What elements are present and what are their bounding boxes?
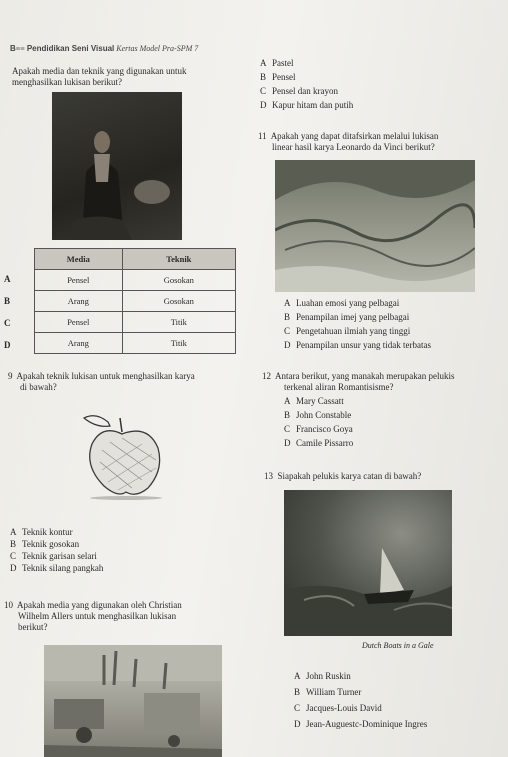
table-cell-media: Arang xyxy=(35,333,123,354)
apple-icon xyxy=(82,410,168,500)
table-row-label-c[interactable]: C xyxy=(4,318,11,328)
q10-number: 10 xyxy=(4,600,13,610)
table-cell-media: Pensel xyxy=(35,312,123,333)
page-header xyxy=(10,44,198,53)
table-row-label-b[interactable]: B xyxy=(4,296,11,306)
q11-stem-2: linear hasil karya Leonardo da Vinci berikut? xyxy=(272,142,435,152)
header-subject: Pendidikan Seni Visual xyxy=(26,44,115,53)
q8-option-b-text: Pensel xyxy=(272,72,296,82)
apple-drawing xyxy=(82,410,168,500)
q13-option-c-text: Jacques-Louis David xyxy=(306,703,382,713)
dutch-boats-painting xyxy=(284,490,452,636)
q13-option-a-text: John Ruskin xyxy=(306,671,351,681)
deluge-drawing-icon xyxy=(275,160,475,292)
q9-option-a[interactable] xyxy=(10,527,73,538)
q12-stem-1 xyxy=(262,371,454,382)
q9-stem-1-text: Apakah teknik lukisan untuk menghasilkan karya xyxy=(16,371,195,381)
table-row-label-d[interactable]: D xyxy=(4,340,11,350)
q13-option-b-text: William Turner xyxy=(306,687,362,697)
table-cell-teknik: Titik xyxy=(122,333,235,354)
table-cell-media: Arang xyxy=(35,291,123,312)
q12-stem-1-text: Antara berikut, yang manakah merupakan pelukis xyxy=(275,371,455,381)
q9-stem-2: di bawah? xyxy=(20,382,57,392)
header-subtitle: Kertas Model Pra-SPM 7 xyxy=(116,44,199,53)
q12-option-b-text: John Constable xyxy=(296,410,352,420)
q12-option-c-letter: C xyxy=(284,424,291,434)
leonardo-drawing xyxy=(275,160,475,292)
q8-option-d-text: Kapur hitam dan putih xyxy=(272,100,354,110)
q9-option-c-text: Teknik garisan selari xyxy=(22,551,97,561)
q12-stem-2: terkenal aliran Romantisisme? xyxy=(284,382,394,392)
q13-option-b[interactable] xyxy=(294,687,361,698)
table-header-media: Media xyxy=(35,249,123,270)
q11-option-a-text: Luahan emosi yang pelbagai xyxy=(296,298,400,308)
village-scene-icon xyxy=(44,645,222,757)
q12-option-d-text: Camile Pissarro xyxy=(296,438,354,448)
portrait-figure-icon xyxy=(52,92,182,240)
q11-option-b[interactable] xyxy=(284,312,409,323)
allers-painting xyxy=(44,645,222,757)
q13-option-a[interactable] xyxy=(294,671,351,682)
q11-option-d-letter: D xyxy=(284,340,291,350)
table-row xyxy=(35,270,236,291)
q8-stem-1: Apakah media dan teknik yang digunakan untuk xyxy=(12,66,187,76)
book-logo: B xyxy=(10,44,16,53)
q11-option-c-letter: C xyxy=(284,326,291,336)
q11-option-a-letter: A xyxy=(284,298,291,308)
q10-stem-1 xyxy=(4,600,182,611)
q8-option-a-text: Pastel xyxy=(272,58,294,68)
q11-stem-1-text: Apakah yang dapat ditafsirkan melalui lukisan xyxy=(270,131,439,141)
q11-stem-1 xyxy=(258,131,438,142)
sailboat-storm-icon xyxy=(284,490,452,636)
q10-stem-2: Wilhelm Allers untuk menghasilkan lukisan xyxy=(18,611,177,621)
q9-option-c-letter: C xyxy=(10,551,17,561)
q8-option-b-letter: B xyxy=(260,72,267,82)
q8-option-c-text: Pensel dan krayon xyxy=(272,86,338,96)
q12-option-d[interactable] xyxy=(284,438,353,449)
q11-number: 11 xyxy=(258,131,267,141)
q11-option-d-text: Penampilan unsur yang tidak terbatas xyxy=(296,340,431,350)
q13-option-d-letter: D xyxy=(294,719,301,729)
q13-option-d-text: Jean-Auguestc-Dominique Ingres xyxy=(306,719,428,729)
q12-option-b-letter: B xyxy=(284,410,291,420)
q11-option-c[interactable] xyxy=(284,326,410,337)
portrait-painting xyxy=(52,92,182,240)
q9-option-b-text: Teknik gosokan xyxy=(22,539,80,549)
q8-option-c[interactable] xyxy=(260,86,338,97)
q11-option-b-text: Penampilan imej yang pelbagai xyxy=(296,312,410,322)
q9-option-a-letter: A xyxy=(10,527,17,537)
table-header-teknik: Teknik xyxy=(122,249,235,270)
q13-stem-text: Siapakah pelukis karya catan di bawah? xyxy=(277,471,422,481)
q12-option-c[interactable] xyxy=(284,424,353,435)
q9-option-b[interactable] xyxy=(10,539,79,550)
media-technique-table xyxy=(34,248,236,354)
q11-option-b-letter: B xyxy=(284,312,291,322)
q9-option-a-text: Teknik kontur xyxy=(22,527,73,537)
q9-stem-1 xyxy=(8,371,195,382)
q11-option-a[interactable] xyxy=(284,298,399,309)
table-row-label-a[interactable]: A xyxy=(4,274,11,284)
q11-option-c-text: Pengetahuan ilmiah yang tinggi xyxy=(296,326,411,336)
q8-option-a[interactable] xyxy=(260,58,294,69)
q8-option-c-letter: C xyxy=(260,86,267,96)
q10-stem-3: berikut? xyxy=(18,622,48,632)
painting-caption: Dutch Boats in a Gale xyxy=(362,641,434,650)
q13-stem xyxy=(264,471,421,482)
table-row xyxy=(35,291,236,312)
q9-option-b-letter: B xyxy=(10,539,17,549)
table-cell-teknik: Gosokan xyxy=(122,291,235,312)
table-row xyxy=(35,333,236,354)
table-cell-teknik: Gosokan xyxy=(122,270,235,291)
q12-option-b[interactable] xyxy=(284,410,351,421)
q13-option-c-letter: C xyxy=(294,703,301,713)
q8-option-a-letter: A xyxy=(260,58,267,68)
q12-option-c-text: Francisco Goya xyxy=(296,424,353,434)
q8-option-d-letter: D xyxy=(260,100,267,110)
q9-option-d-text: Teknik silang pangkah xyxy=(22,563,104,573)
q12-number: 12 xyxy=(262,371,271,381)
q13-option-b-letter: B xyxy=(294,687,301,697)
q12-option-a-text: Mary Cassatt xyxy=(296,396,344,406)
q10-stem-1-text: Apakah media yang digunakan oleh Christian xyxy=(17,600,182,610)
q9-option-c[interactable] xyxy=(10,551,97,562)
q11-option-d[interactable] xyxy=(284,340,431,351)
q12-option-a-letter: A xyxy=(284,396,291,406)
table-cell-media: Pensel xyxy=(35,270,123,291)
q8-option-d[interactable] xyxy=(260,100,353,111)
q9-option-d[interactable] xyxy=(10,563,103,574)
q12-option-a[interactable] xyxy=(284,396,344,407)
q8-stem-2: menghasilkan lukisan berikut? xyxy=(12,77,122,87)
header-prefix: ≡≡ xyxy=(15,44,25,53)
table-row xyxy=(35,312,236,333)
q13-number: 13 xyxy=(264,471,273,481)
q13-option-d[interactable] xyxy=(294,719,427,730)
table-cell-teknik: Titik xyxy=(122,312,235,333)
q9-number: 9 xyxy=(8,371,13,381)
q9-option-d-letter: D xyxy=(10,563,17,573)
q13-option-a-letter: A xyxy=(294,671,301,681)
q13-option-c[interactable] xyxy=(294,703,382,714)
q8-option-b[interactable] xyxy=(260,72,296,83)
q12-option-d-letter: D xyxy=(284,438,291,448)
table-header-row xyxy=(35,249,236,270)
